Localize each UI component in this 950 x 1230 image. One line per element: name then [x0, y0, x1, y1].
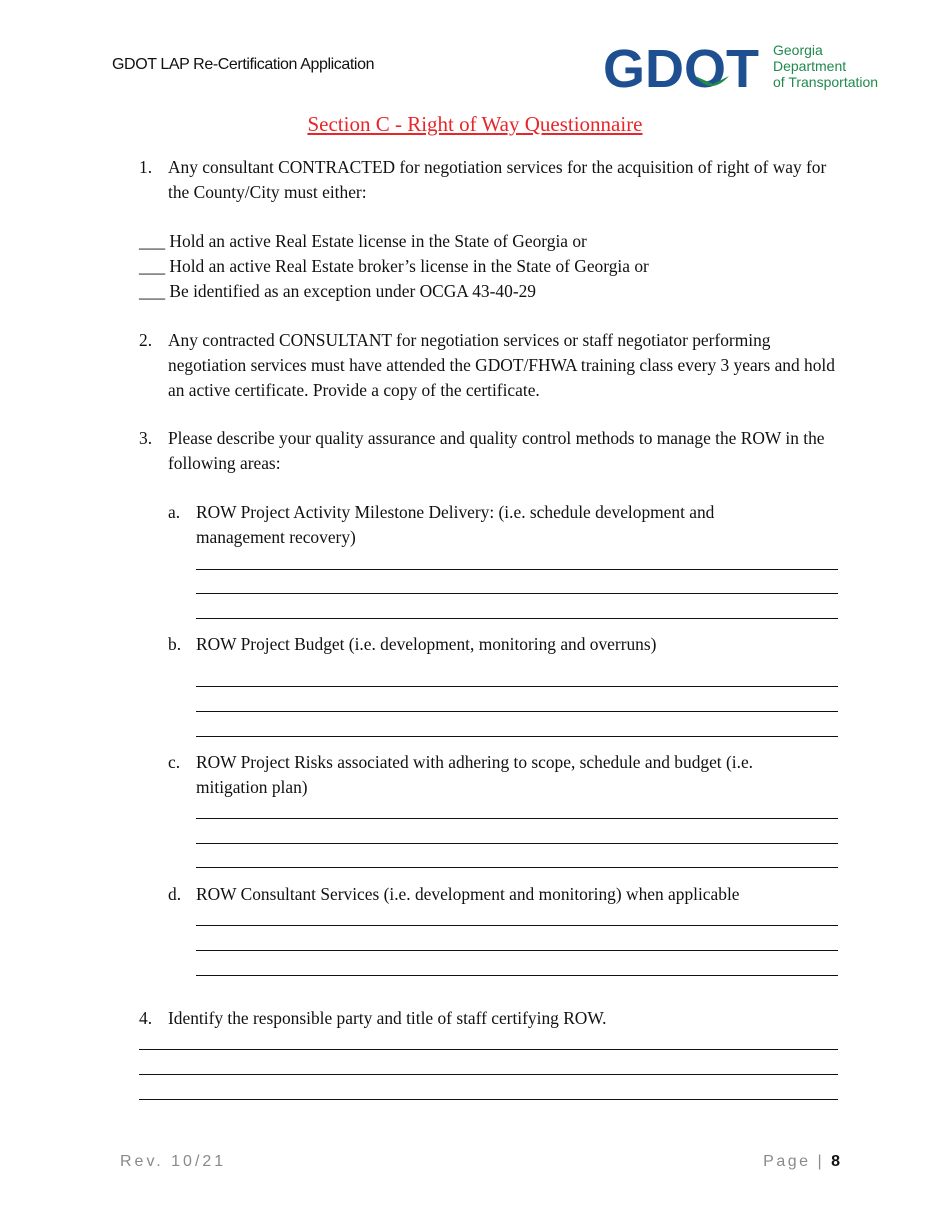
q4-answer-line-2[interactable]	[139, 1074, 838, 1075]
gdot-logo	[603, 40, 893, 96]
q2-text: Any contracted CONSULTANT for negotiation services or staff negotiator performing negotiation services must have attended the GDOT/FHWA training class every 3 years and hold an active certificate. Provide a copy of the certificate.	[168, 330, 835, 400]
q3b-letter: b.	[168, 634, 182, 654]
q3-number: 3.	[139, 428, 153, 448]
document-header-title: GDOT LAP Re-Certification Application	[112, 56, 375, 73]
q3c-answer-line-2[interactable]	[196, 843, 838, 844]
q4-answer-line-1[interactable]	[139, 1049, 838, 1050]
q3d-text: ROW Consultant Services (i.e. development and monitoring) when applicable	[196, 884, 740, 904]
q3b-text: ROW Project Budget (i.e. development, monitoring and overruns)	[196, 634, 657, 654]
logo-line-2: Department	[773, 58, 847, 74]
q2-number: 2.	[139, 330, 153, 350]
q3a-text: ROW Project Activity Milestone Delivery: (i.e. schedule development and management recovery)	[196, 502, 715, 547]
logo-line-1: Georgia	[773, 42, 823, 58]
q1-number: 1.	[139, 157, 153, 177]
q1-option-1[interactable]: ___ Hold an active Real Estate license in the State of Georgia or	[139, 231, 587, 251]
q1-option-3[interactable]: ___ Be identified as an exception under OCGA 43-40-29	[139, 281, 536, 301]
q3c-text: ROW Project Risks associated with adhering to scope, schedule and budget (i.e. mitigation plan)	[196, 752, 754, 797]
q4-number: 4.	[139, 1008, 153, 1028]
gdot-logo-mark	[603, 40, 773, 96]
footer-page-label: Page |	[763, 1153, 825, 1170]
footer-page-number	[763, 1153, 840, 1171]
q3b-answer-line-2[interactable]	[196, 711, 838, 712]
footer-page-value: 8	[831, 1153, 840, 1170]
q3d-answer-line-2[interactable]	[196, 950, 838, 951]
gdot-logo-wordmark	[773, 42, 878, 90]
q3a-answer-line-1[interactable]	[196, 569, 838, 570]
q1-option-2[interactable]: ___ Hold an active Real Estate broker’s license in the State of Georgia or	[139, 256, 649, 276]
q3c-letter: c.	[168, 752, 181, 772]
q1-text: Any consultant CONTRACTED for negotiation services for the acquisition of right of way for the County/City must either:	[168, 157, 827, 202]
footer-revision: Rev. 10/21	[120, 1153, 227, 1170]
q3-text: Please describe your quality assurance and quality control methods to manage the ROW in the following areas:	[168, 428, 825, 473]
q3d-answer-line-1[interactable]	[196, 925, 838, 926]
q3b-answer-line-3[interactable]	[196, 736, 838, 737]
q4-answer-line-3[interactable]	[139, 1099, 838, 1100]
q3a-answer-line-2[interactable]	[196, 593, 838, 594]
gdot-logo-letters: GDOT	[603, 40, 759, 96]
section-title: Section C - Right of Way Questionnaire	[307, 112, 643, 136]
q3b-answer-line-1[interactable]	[196, 686, 838, 687]
q3c-answer-line-1[interactable]	[196, 818, 838, 819]
q3d-answer-line-3[interactable]	[196, 975, 838, 976]
q3d-letter: d.	[168, 884, 182, 904]
q3c-answer-line-3[interactable]	[196, 867, 838, 868]
q3a-letter: a.	[168, 502, 181, 522]
q4-text: Identify the responsible party and title of staff certifying ROW.	[168, 1008, 607, 1028]
logo-line-3: of Transportation	[773, 74, 879, 90]
q3a-answer-line-3[interactable]	[196, 618, 838, 619]
